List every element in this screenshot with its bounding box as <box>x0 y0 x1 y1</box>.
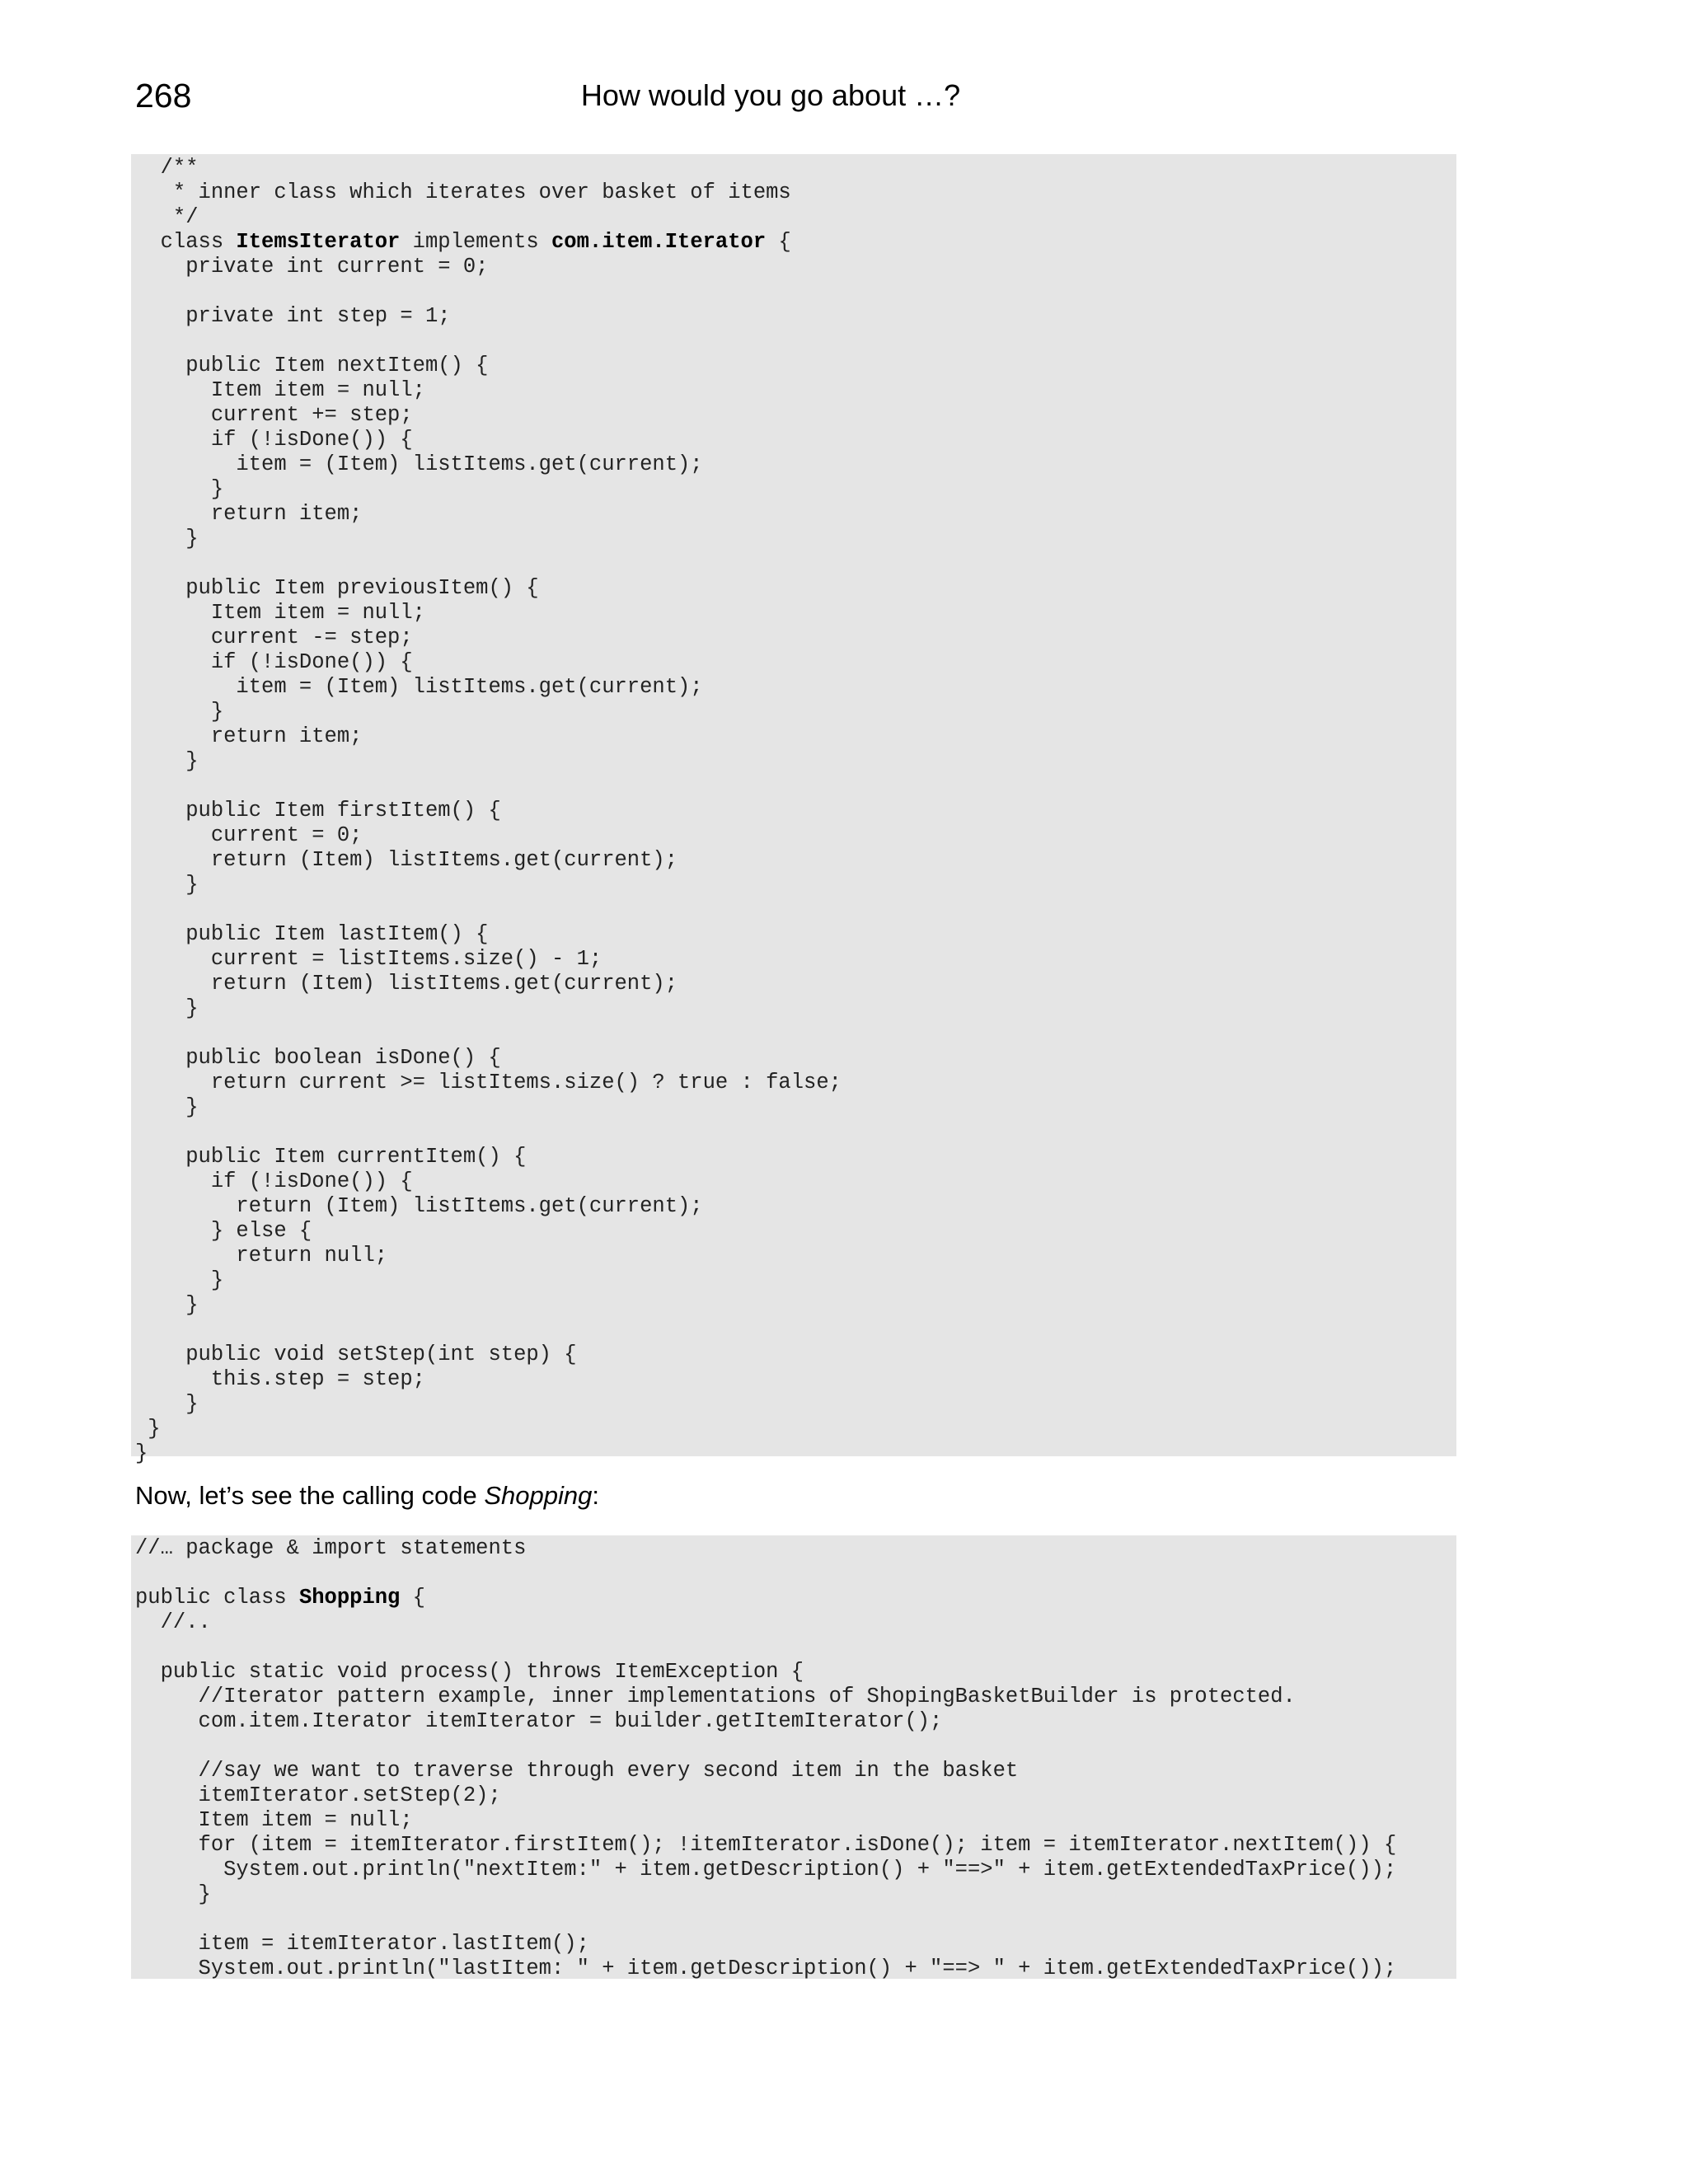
code-line: current = listItems.size() - 1; <box>135 947 603 971</box>
prose-colon: : <box>592 1481 599 1510</box>
code-line: } <box>135 1417 161 1441</box>
code-line <box>131 1021 1456 1046</box>
code-line: current += step; <box>135 403 413 427</box>
code-line: } <box>135 1268 224 1292</box>
code-line: class ItemsIterator implements com.item.Iterator { <box>135 230 791 254</box>
code-line: if (!isDone()) { <box>135 1169 413 1193</box>
code-line: } <box>135 1095 199 1119</box>
code-line: } <box>135 749 199 773</box>
code-line: private int current = 0; <box>135 255 489 279</box>
code-line: } <box>135 527 199 551</box>
code-line: private int step = 1; <box>135 304 451 328</box>
code-line: } <box>135 477 224 501</box>
code-line: return (Item) listItems.get(current); <box>135 1194 703 1218</box>
code-line: for (item = itemIterator.firstItem(); !itemIterator.isDone(); item = itemIterator.nextItem()) { <box>135 1833 1397 1857</box>
code-line: } <box>135 873 199 897</box>
code-block-items-iterator <box>131 154 1456 1465</box>
code-line: public boolean isDone() { <box>135 1046 501 1070</box>
code-line: public static void process() throws ItemException { <box>135 1660 804 1684</box>
code-line: */ <box>135 205 199 229</box>
code-line: } <box>135 1392 199 1416</box>
code-line <box>131 1734 1456 1759</box>
code-line: System.out.println("lastItem: " + item.getDescription() + "==> " + item.getExtendedTaxPrice()); <box>135 1957 1397 1980</box>
code-line: public class Shopping { <box>135 1586 425 1610</box>
code-line: //say we want to traverse through every second item in the basket <box>135 1759 1019 1783</box>
code-line: public void setStep(int step) { <box>135 1343 577 1366</box>
code-line: public Item firstItem() { <box>135 799 501 823</box>
code-line <box>131 279 1456 304</box>
code-line: return current >= listItems.size() ? true : false; <box>135 1071 842 1094</box>
code-line: } <box>135 1882 211 1906</box>
code-line: item = (Item) listItems.get(current); <box>135 452 703 476</box>
code-line <box>131 551 1456 576</box>
code-line: current -= step; <box>135 626 413 649</box>
code-line: public Item nextItem() { <box>135 354 489 377</box>
code-line: * inner class which iterates over basket of items <box>135 180 791 204</box>
code-line: public Item previousItem() { <box>135 576 539 600</box>
code-line: Item item = null; <box>135 378 425 402</box>
code-line <box>131 1635 1456 1660</box>
code-line: //… package & import statements <box>135 1536 527 1560</box>
code-line: com.item.Iterator itemIterator = builder.getItemIterator(); <box>135 1709 943 1733</box>
code-line: item = (Item) listItems.get(current); <box>135 675 703 699</box>
code-line: return (Item) listItems.get(current); <box>135 848 678 872</box>
code-line: //.. <box>135 1610 211 1634</box>
code-block-shopping <box>131 1535 1456 1979</box>
code-line: public Item currentItem() { <box>135 1145 527 1169</box>
code-line: if (!isDone()) { <box>135 650 413 674</box>
code-bold-identifier: ItemsIterator <box>236 230 401 254</box>
body-paragraph <box>135 1478 599 1514</box>
code-line: return (Item) listItems.get(current); <box>135 972 678 996</box>
code-line: } <box>135 700 224 724</box>
page-number: 268 <box>135 77 192 115</box>
prose-text: Now, let’s see the calling code <box>135 1481 485 1510</box>
code-line: /** <box>135 156 199 180</box>
code-line: Item item = null; <box>135 1808 413 1832</box>
code-line: return null; <box>135 1244 388 1268</box>
code-bold-identifier: com.item.Iterator <box>551 230 767 254</box>
code-line <box>131 1120 1456 1145</box>
code-line <box>131 329 1456 354</box>
code-line: return item; <box>135 724 363 748</box>
code-line: current = 0; <box>135 823 363 847</box>
code-line <box>131 774 1456 799</box>
code-line: } <box>135 996 199 1020</box>
code-line <box>131 1907 1456 1932</box>
code-line: } <box>135 1441 148 1465</box>
code-line <box>131 1561 1456 1586</box>
class-name-emphasis: Shopping <box>484 1481 593 1510</box>
code-line: //Iterator pattern example, inner implementations of ShopingBasketBuilder is protected. <box>135 1685 1296 1708</box>
code-line: } else { <box>135 1219 312 1243</box>
code-line: itemIterator.setStep(2); <box>135 1783 501 1807</box>
code-line: item = itemIterator.lastItem(); <box>135 1932 589 1956</box>
code-line: public Item lastItem() { <box>135 922 489 946</box>
code-bold-identifier: Shopping <box>298 1586 401 1610</box>
code-line: if (!isDone()) { <box>135 428 413 452</box>
code-line: Item item = null; <box>135 601 425 625</box>
code-line: } <box>135 1293 199 1317</box>
code-line: this.step = step; <box>135 1367 425 1391</box>
running-title: How would you go about …? <box>580 78 961 112</box>
code-line <box>131 1318 1456 1343</box>
code-line: System.out.println("nextItem:" + item.getDescription() + "==>" + item.getExtendedTaxPrice()); <box>135 1858 1397 1882</box>
code-line: return item; <box>135 502 363 526</box>
code-line <box>131 898 1456 922</box>
